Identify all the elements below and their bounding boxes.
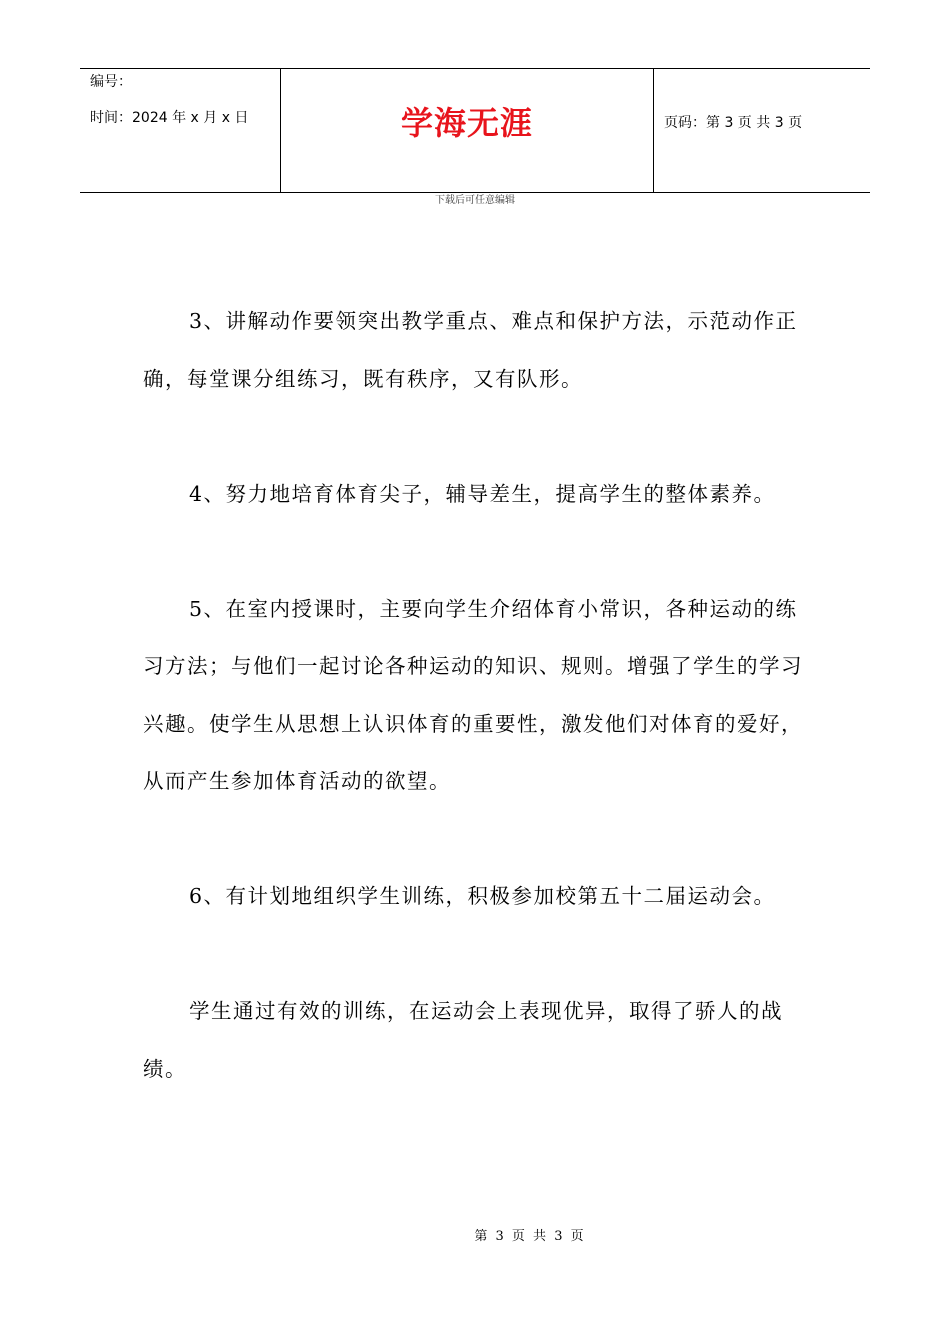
header-page-cell — [654, 69, 870, 192]
editable-note: 下载后可任意编辑 — [435, 195, 515, 206]
paragraph-item-6: 6、有计划地组织学生训练，积极参加校第五十二届运动会。 — [189, 884, 776, 908]
paragraph-item-3: 3、讲解动作要领突出教学重点、难点和保护方法，示范动作正确，每堂课分组练习，既有秩序，又有队形。 — [143, 309, 798, 391]
document-header — [80, 68, 870, 193]
page-number-label: 页码：第 3 页 共 3 页 — [664, 115, 803, 131]
document-body — [143, 293, 809, 1156]
serial-number-label: 编号： — [90, 74, 132, 90]
paragraph-summary: 学生通过有效的训练，在运动会上表现优异，取得了骄人的战绩。 — [143, 999, 783, 1081]
header-meta-cell — [80, 69, 281, 192]
date-label: 时间：2024 年 x 月 x 日 — [90, 110, 249, 126]
paragraph-item-4: 4、努力地培育体育尖子，辅导差生，提高学生的整体素养。 — [189, 481, 776, 506]
header-brand-cell — [281, 69, 654, 192]
paragraph-item-5: 5、在室内授课时，主要向学生介绍体育小常识，各种运动的练习方法；与他们一起讨论各种运动的知识、规则。增强了学生的学习兴趣。使学生从思想上认识体育的重要性，激发他们对体育的爱好，从而产生参加体育活动的欲望。 — [143, 596, 803, 793]
brand-title: 学海无涯 — [400, 104, 533, 142]
page-footer: 第 3 页 共 3 页 — [474, 1229, 586, 1244]
